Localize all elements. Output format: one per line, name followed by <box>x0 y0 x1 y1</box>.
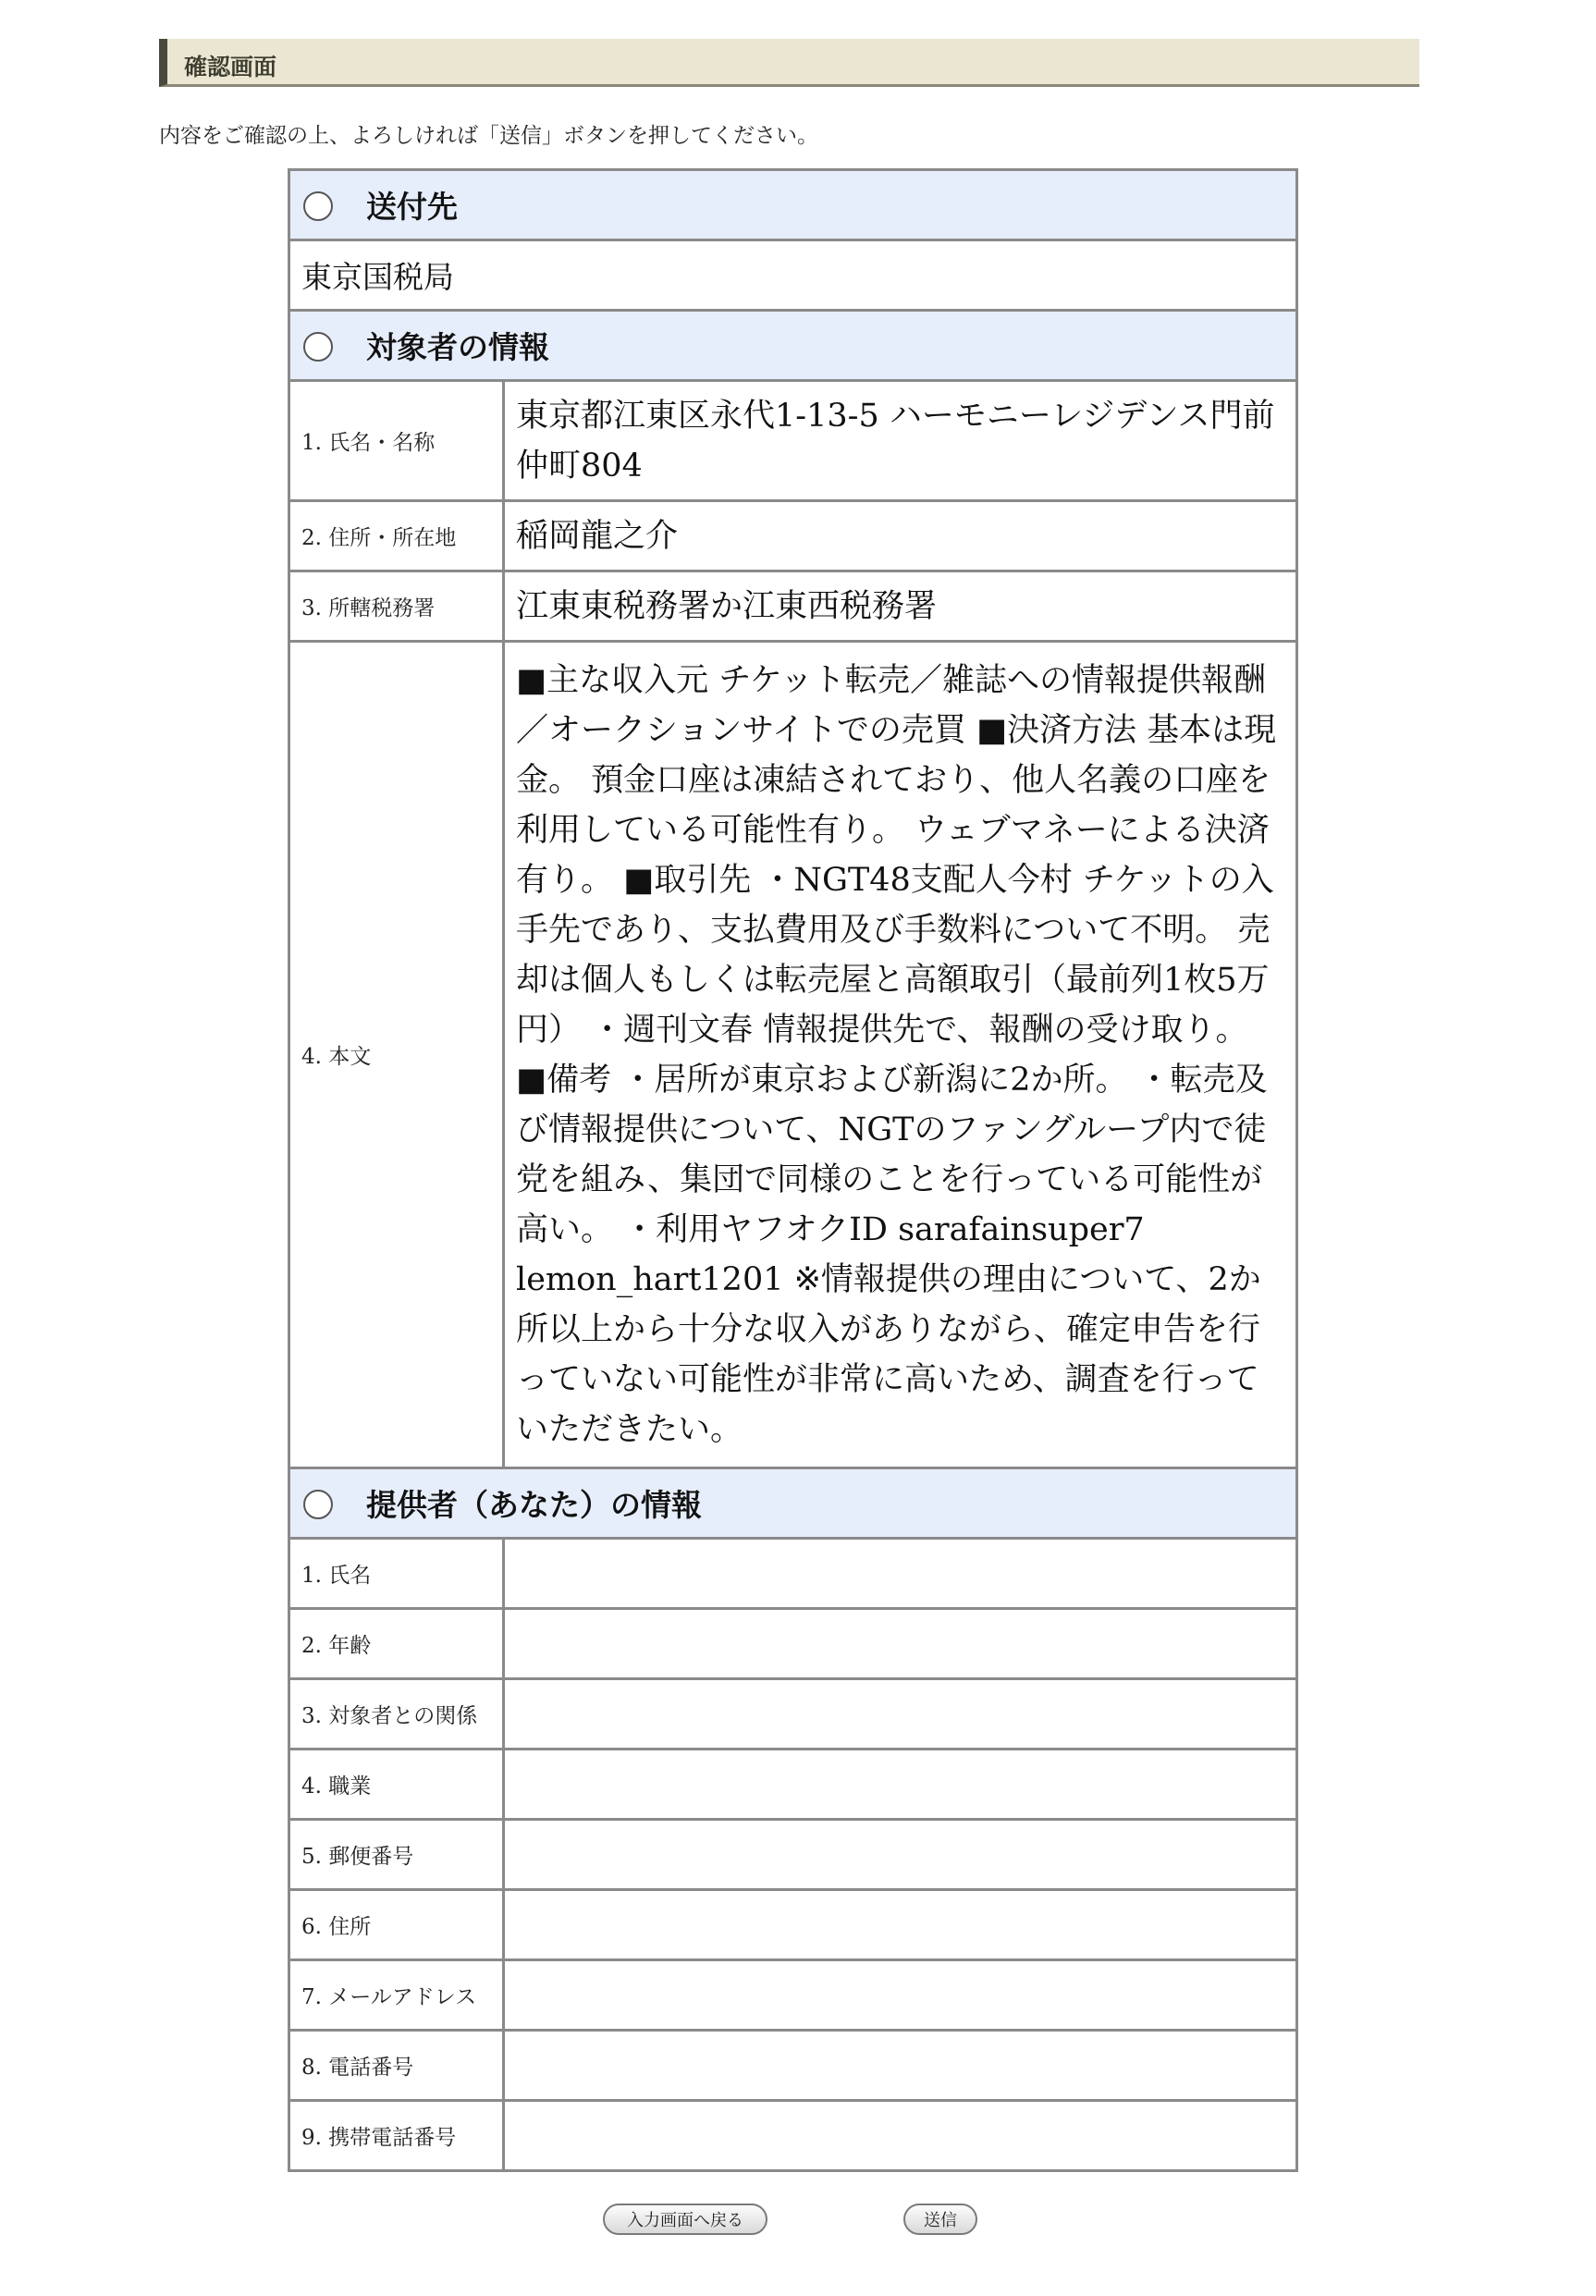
row-label: 9. 携帯電話番号 <box>289 2101 504 2171</box>
back-to-input-button[interactable]: 入力画面へ戻る <box>603 2204 767 2235</box>
circle-icon <box>303 1490 333 1519</box>
row-label: 4. 職業 <box>289 1750 504 1820</box>
row-value <box>504 1960 1297 2031</box>
row-label: 1. 氏名・名称 <box>289 381 504 501</box>
section-heading: 提供者（あなた）の情報 <box>366 1487 702 1523</box>
row-value <box>504 2031 1297 2101</box>
row-label: 5. 郵便番号 <box>289 1820 504 1890</box>
section-subject <box>289 311 1297 381</box>
table-row <box>289 1820 1297 1890</box>
instruction-text: 内容をご確認の上、よろしければ「送信」ボタンを押してください。 <box>159 124 818 148</box>
circle-icon <box>303 332 333 362</box>
table-row <box>289 1890 1297 1960</box>
row-label: 2. 住所・所在地 <box>289 501 504 571</box>
row-label: 2. 年齢 <box>289 1609 504 1679</box>
row-value <box>504 1750 1297 1820</box>
page-title-bar <box>159 39 1419 87</box>
row-label: 6. 住所 <box>289 1890 504 1960</box>
section-destination <box>289 170 1297 240</box>
row-value <box>504 1539 1297 1609</box>
page-title: 確認画面 <box>184 54 277 80</box>
table-row <box>289 1960 1297 2031</box>
table-row <box>289 1679 1297 1750</box>
table-row <box>289 642 1297 1468</box>
destination-value: 東京国税局 <box>289 240 1297 311</box>
section-provider <box>289 1468 1297 1539</box>
table-row <box>289 2031 1297 2101</box>
row-label: 1. 氏名 <box>289 1539 504 1609</box>
row-label: 3. 所轄税務署 <box>289 571 504 642</box>
confirmation-table <box>288 168 1298 2172</box>
table-row <box>289 501 1297 571</box>
body-text: ■主な収入元 チケット転売／雑誌への情報提供報酬／オークションサイトでの売買 ■決済方法 基本は現金。 預金口座は凍結されており、他人名義の口座を利用している可能性有り。 ウェブマネーによる決済有り。 ■取引先 ・NGT48支配人今村 チケットの入手先であり、支払費用及び手数料について不明。 売却は個人もしくは転売屋と高額取引（最前列1枚5万円） ・週刊文春 情報提供先で、報酬の受け取り。 ■備考 ・居所が東京および新潟に2か所。 ・転売及び情報提供について、NGTのファングループ内で徒党を組み、集団で同様のことを行っている可能性が高い。 ・利用ヤフオクID sarafainsuper7 lemon_hart1201 ※情報提供の理由について、2か所以上から十分な収入がありながら、確定申告を行っていない可能性が非常に高いため、調査を行っていただきたい。 <box>504 642 1297 1468</box>
table-row <box>289 1609 1297 1679</box>
row-label: 3. 対象者との関係 <box>289 1679 504 1750</box>
section-heading: 送付先 <box>366 189 458 225</box>
table-row <box>289 381 1297 501</box>
send-button[interactable]: 送信 <box>903 2204 977 2235</box>
table-row <box>289 1539 1297 1609</box>
section-header <box>289 1468 1297 1539</box>
row-value: 稲岡龍之介 <box>504 501 1297 571</box>
row-value: 東京都江東区永代1-13-5 ハーモニーレジデンス門前仲町804 <box>504 381 1297 501</box>
section-heading: 対象者の情報 <box>366 329 549 365</box>
section-header <box>289 311 1297 381</box>
row-value <box>504 1679 1297 1750</box>
row-label: 8. 電話番号 <box>289 2031 504 2101</box>
row-value <box>504 1820 1297 1890</box>
row-label: 4. 本文 <box>289 642 504 1468</box>
row-label: 7. メールアドレス <box>289 1960 504 2031</box>
row-value <box>504 1890 1297 1960</box>
table-row <box>289 1750 1297 1820</box>
button-bar <box>0 2204 1596 2241</box>
row-value <box>504 2101 1297 2171</box>
row-value <box>504 1609 1297 1679</box>
table-row <box>289 2101 1297 2171</box>
circle-icon <box>303 191 333 221</box>
row-value: 江東東税務署か江東西税務署 <box>504 571 1297 642</box>
table-row <box>289 571 1297 642</box>
section-header <box>289 170 1297 240</box>
